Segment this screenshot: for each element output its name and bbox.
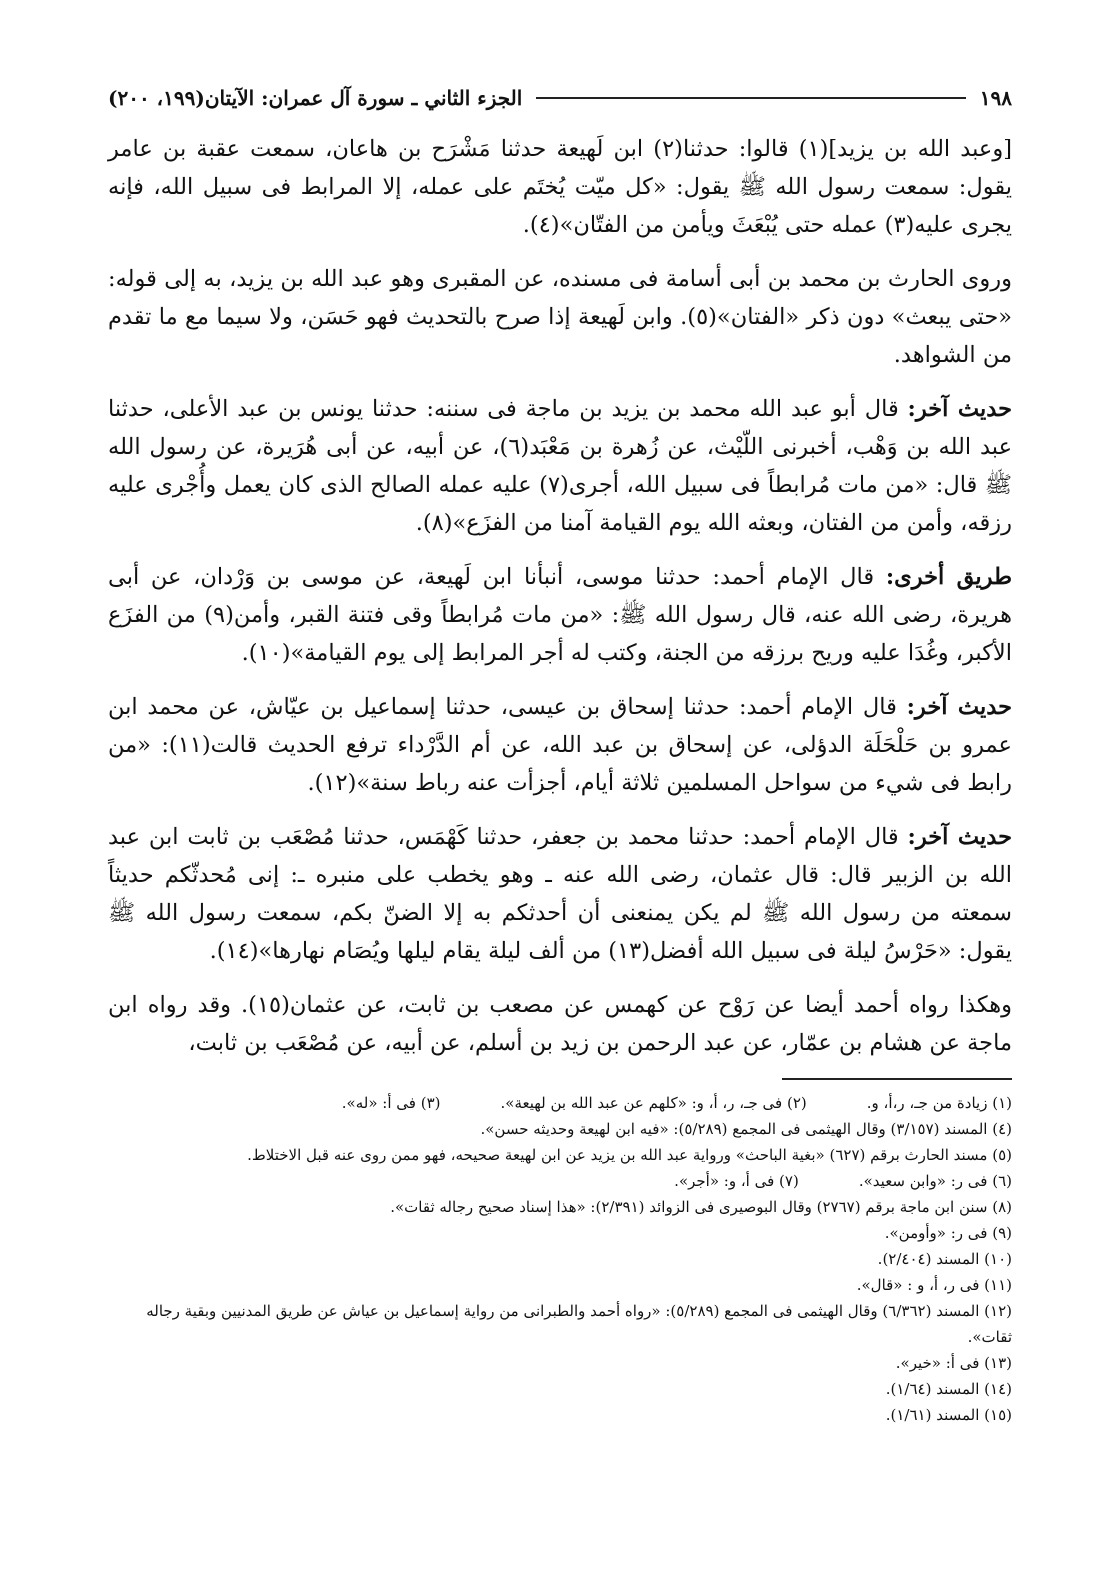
- footnote: (١٤) المسند (١/٦٤).: [885, 1380, 1012, 1398]
- footnote: (٧) فى أ، و: «أجر».: [674, 1172, 799, 1190]
- footnote: (١٥) المسند (١/٦١).: [885, 1406, 1012, 1424]
- page-header: [108, 80, 1012, 116]
- paragraph: [108, 818, 1012, 970]
- footnote: (٣) فى أ: «له».: [341, 1094, 441, 1112]
- footnote: (١٢) المسند (٦/٣٦٢) وقال الهيثمى فى المجمع (٥/٢٨٩): «رواه أحمد والطبرانى من رواية إسماعيل بن عياش عن طريق المدنيين وبقية رجاله ثقات».: [146, 1302, 1012, 1346]
- footnote: (٦) فى ر: «وابن سعيد».: [858, 1172, 1012, 1190]
- running-title: الجزء الثاني ـ سورة آل عمران: الآيتان(١٩٩، ٢٠٠): [108, 86, 523, 110]
- page-number: ١٩٨: [979, 86, 1012, 110]
- footnote: (١) زيادة من جـ، ر،أ، و.: [866, 1094, 1012, 1112]
- main-text: [108, 130, 1012, 1062]
- paragraph-text: [وعبد الله بن يزيد](١) قالوا: حدثنا(٢) ابن لَهيعة حدثنا مَشْرَح بن هاعان، سمعت عقبة بن عامر يقول: سمعت رسول الله ﷺ يقول: «كل ميّت يُختَم على عمله، إلا المرابط فى سبيل الله، فإنه يجرى عليه(٣) عمله حتى يُبْعَثَ ويأمن من الفتّان»(٤).: [108, 136, 1012, 238]
- paragraph-text: قال الإمام أحمد: حدثنا موسى، أنبأنا ابن لَهيعة، عن موسى بن وَرْدان، عن أبى هريرة، رضى الله عنه، قال رسول الله ﷺ: «من مات مُرابطاً وقى فتنة القبر، وأمن(٩) من الفزَع الأكبر، وغُدَا عليه وريح برزقه من الجنة، وكتب له أجر المرابط إلى يوم القيامة»(١٠).: [108, 564, 1012, 666]
- footnote: (١٣) فى أ: «خير».: [895, 1354, 1012, 1372]
- paragraph-text: وروى الحارث بن محمد بن أبى أسامة فى مسنده، عن المقبرى وهو عبد الله بن يزيد، به إلى قوله: «حتى يبعث» دون ذكر «الفتان»(٥). وابن لَهيعة إذا صرح بالتحديث فهو حَسَن، ولا سيما مع ما تقدم من الشواهد.: [108, 266, 1012, 368]
- paragraph-text: قال الإمام أحمد: حدثنا محمد بن جعفر، حدثنا كَهْمَس، حدثنا مُصْعَب بن ثابت ابن عبد الله بن الزبير قال: قال عثمان، رضى الله عنه ـ وهو يخطب على منبره ـ: إنى مُحدثّكم حديثاً سمعته من رسول الله ﷺ لم يكن يمنعنى أن أحدثكم به إلا الضنّ بكم، سمعت رسول الله ﷺ يقول: «حَرْسُ ليلة فى سبيل الله أفضل(١٣) من ألف ليلة يقام ليلها ويُصَام نهارها»(١٤).: [108, 824, 1012, 964]
- section-label: حديث آخر:: [907, 824, 1013, 850]
- paragraph: [108, 130, 1012, 244]
- footnote-row: [108, 1168, 1012, 1194]
- footnote-separator: [782, 1078, 1012, 1080]
- footnote: (٥) مسند الحارث برقم (٦٢٧) «بغية الباحث» ورواية عبد الله بن يزيد عن ابن لهيعة صحيحه، فهو ممن روى عنه قبل الاختلاط.: [247, 1146, 1012, 1164]
- paragraph-text: وهكذا رواه أحمد أيضا عن رَوْح عن كهمس عن مصعب بن ثابت، عن عثمان(١٥). وقد رواه ابن ماجة عن هشام بن عمّار، عن عبد الرحمن بن زيد بن أسلم، عن أبيه، عن مُصْعَب بن ثابت،: [108, 992, 1012, 1056]
- paragraph: [108, 558, 1012, 672]
- footnotes: [108, 1090, 1012, 1428]
- section-label: حديث آخر:: [907, 396, 1012, 422]
- header-rule: [536, 97, 965, 99]
- paragraph-text: قال الإمام أحمد: حدثنا إسحاق بن عيسى، حدثنا إسماعيل بن عيّاش، عن محمد ابن عمرو بن حَلْحَلَة الدؤلى، عن إسحاق بن عبد الله، عن أم الدَّرْداء ترفع الحديث قالت(١١): «من رابط فى شيء من سواحل المسلمين ثلاثة أيام، أجزأت عنه رباط سنة»(١٢).: [108, 694, 1012, 796]
- section-label: حديث آخر:: [906, 694, 1012, 720]
- paragraph: [108, 390, 1012, 542]
- paragraph: [108, 260, 1012, 374]
- footnote: (١١) فى ر، أ، و : «قال».: [856, 1276, 1012, 1294]
- paragraph: [108, 986, 1012, 1062]
- footnote: (٩) فى ر: «وأومن».: [884, 1224, 1012, 1242]
- paragraph-text: قال أبو عبد الله محمد بن يزيد بن ماجة فى سننه: حدثنا يونس بن عبد الأعلى، حدثنا عبد الله بن وَهْب، أخبرنى اللّيْث، عن زُهرة بن مَعْبَد(٦)، عن أبيه، عن أبى هُرَيرة، عن رسول الله ﷺ قال: «من مات مُرابطاً فى سبيل الله، أجرى(٧) عليه عمله الصالح الذى كان يعمل وأُجْرى عليه رزقه، وأمن من الفتان، وبعثه الله يوم القيامة آمنا من الفزَع»(٨).: [108, 396, 1012, 536]
- footnote: (٤) المسند (٣/١٥٧) وقال الهيثمى فى المجمع (٥/٢٨٩): «فيه ابن لهيعة وحديثه حسن».: [480, 1120, 1012, 1138]
- paragraph: [108, 688, 1012, 802]
- footnote: (٢) فى جـ، ر، أ، و: «كلهم عن عبد الله بن لهيعة».: [500, 1094, 807, 1112]
- section-label: طريق أخرى:: [885, 564, 1012, 590]
- footnote-row: [108, 1090, 1012, 1116]
- footnote: (٨) سنن ابن ماجة برقم (٢٧٦٧) وقال البوصيرى فى الزوائد (٢/٣٩١): «هذا إسناد صحيح رجاله ثقات».: [390, 1198, 1012, 1216]
- footnote: (١٠) المسند (٢/٤٠٤).: [877, 1250, 1012, 1268]
